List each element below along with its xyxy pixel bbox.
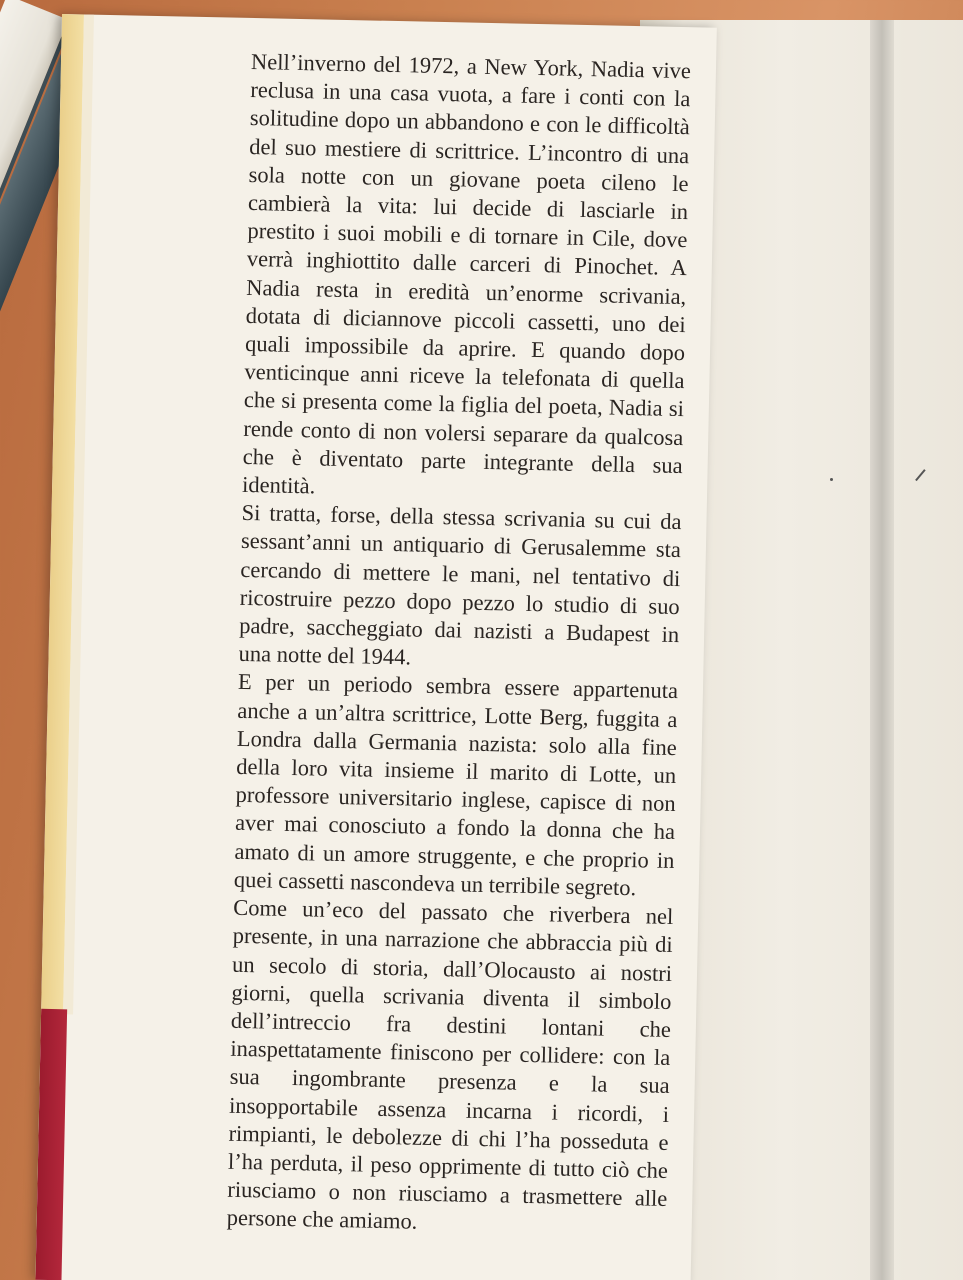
- jacket-flap: [35, 14, 716, 1280]
- book-gutter: [870, 20, 894, 1280]
- blurb-paragraph: Nell’inverno del 1972, a New York, Nadia vive reclusa in una casa vuota, a fare i conti con la solitudine dopo un abbandono e con le difficoltà del suo mestiere di scrittrice. L’incontro di una sola notte con un giovane poeta cileno le cambierà la vita: lui decide di lasciarle in prestito i suoi mobili e di tornare in Cile, dove verrà inghiottito dalle carceri di Pinochet. A Nadia resta in eredità un’enorme scrivania, dotata di diciannove piccoli cassetti, uno dei quali impossibile da aprire. E quando dopo venticinque anni riceve la telefonata di quella che si presenta come la figlia del poeta, Nadia si rende conto di non volersi separare da qualcosa che è diventato parte integrante della sua identità.: [241, 48, 692, 499]
- blurb-text: [227, 48, 692, 1241]
- blurb-paragraph: Si tratta, forse, della stessa scrivania su cui da sessant’anni un antiquario di Gerusalemme sta cercando di mettere le mani, nel tentativo di ricostruire pezzo dopo pezzo lo studio di suo padre, saccheggiato dai nazisti a Budapest in una notte del 1944.: [238, 500, 682, 670]
- paper-speck: [830, 478, 833, 481]
- blurb-paragraph: Come un’eco del passato che riverbera nel presente, in una narrazione che abbraccia più di un secolo di storia, dall’Olocausto ai nostri giorni, quella scrivania diventa il simbolo dell’intreccio fra destini lontani che inaspettatamente finiscono per collidere: con la sua ingombrante presenza e la sua insopportabile assenza incarna i ricordi, i rimpianti, le debolezze di chi l’ha posseduta e l’ha perduta, il peso opprimente di tutto ciò che riusciamo o non riusciamo a trasmettere alle persone che amiamo.: [226, 894, 674, 1235]
- blurb-paragraph: E per un periodo sembra essere appartenuta anche a un’altra scrittrice, Lotte Berg, fuggita a Londra dalla Germania nazista: solo alla fine della loro vita insieme il marito di Lotte, un professore universitario inglese, capisce di non aver mai conosciuto a fondo la donna che ha amato di un amore struggente, e che proprio in quei cassetti nascondeva un terribile segreto.: [233, 669, 679, 901]
- paper-mark: [915, 469, 935, 489]
- flap-red-stripe: [35, 1009, 67, 1280]
